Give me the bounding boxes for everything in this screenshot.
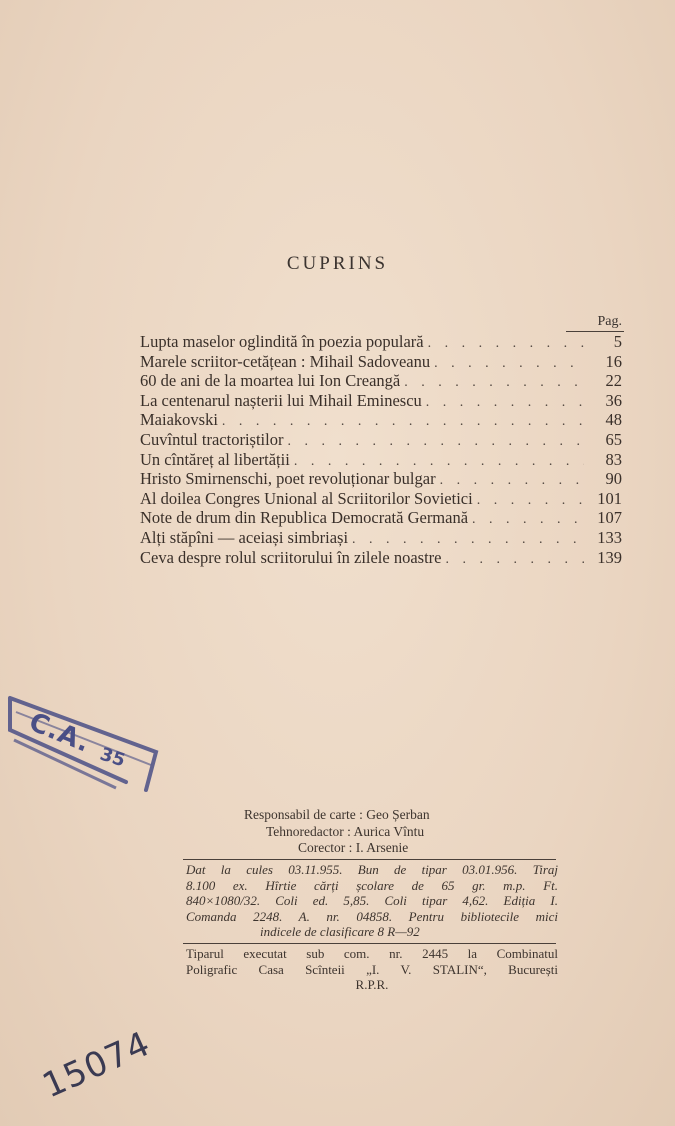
toc-entry xyxy=(140,391,622,411)
toc-leader-dots xyxy=(472,510,584,530)
toc-entry xyxy=(140,371,622,391)
printer-details-line: Tiparul executat sub com. nr. 2445 la Combinatul xyxy=(186,946,558,961)
stamp-number: 35 xyxy=(97,743,128,772)
printer-details xyxy=(186,946,558,993)
printer-details-line: Poligrafic Casa Scînteii „I. V. STALIN“, București xyxy=(186,961,558,977)
toc-entry-title: La centenarul nașterii lui Mihail Eminescu xyxy=(140,390,422,410)
credits-block xyxy=(240,807,510,857)
toc-entry-title: Lupta maselor oglindită în poezia populară xyxy=(140,332,424,351)
toc-entry xyxy=(140,548,622,568)
toc-entry-page: 36 xyxy=(605,390,622,410)
toc-entry-title: Un cîntăreț al libertății xyxy=(140,449,290,469)
toc-entry-title: 60 de ani de la moartea lui Ion Creangă xyxy=(140,371,401,391)
toc-entry-title: Al doilea Congres Unional al Scriitorilor Sovietici xyxy=(140,488,473,508)
toc-leader-dots xyxy=(404,373,584,393)
toc-entry-page: 107 xyxy=(597,508,622,528)
print-details-line: indicele de clasificare 8 R—92 xyxy=(260,924,420,940)
stamp-text: C.A. xyxy=(24,707,95,759)
page-title: CUPRINS xyxy=(286,253,389,274)
toc-entry-page: 16 xyxy=(605,351,622,371)
toc-entry xyxy=(140,352,622,372)
toc-leader-dots xyxy=(434,354,584,374)
toc-entry-title: Cuvîntul tractoriștilor xyxy=(140,429,284,449)
print-details-line: Dat la cules 03.11.955. Bun de tipar 03.01.956. Tiraj xyxy=(186,862,558,877)
toc-entry-page: 48 xyxy=(605,410,622,430)
toc-entry xyxy=(140,450,622,470)
toc-leader-dots xyxy=(477,491,584,511)
print-details-line: 8.100 ex. Hîrtie cărți școlare de 65 gr. m.p. Ft. xyxy=(186,877,558,893)
toc-entry-page: 133 xyxy=(597,527,622,547)
toc-entry-page: 22 xyxy=(605,371,622,391)
toc-entry-page: 65 xyxy=(605,429,622,449)
toc-leader-dots xyxy=(426,393,584,413)
toc-entry-title: Hristo Smirnenschi, poet revoluționar bulgar xyxy=(140,469,436,489)
toc-entry xyxy=(140,489,622,509)
table-of-contents xyxy=(140,332,622,567)
print-details-line: 840×1080/32. Coli ed. 5,85. Coli tipar 4,62. Ediția I. xyxy=(186,893,558,909)
toc-leader-dots xyxy=(446,550,585,570)
toc-entry xyxy=(140,528,622,548)
toc-entry-title: Ceva despre rolul scriitorului în zilele noastre xyxy=(140,547,442,567)
toc-entry-page: 139 xyxy=(597,547,622,567)
printer-details-line: R.P.R. xyxy=(355,977,389,993)
toc-entry xyxy=(140,410,622,430)
divider-bottom xyxy=(183,943,556,944)
credit-responsabil: Responsabil de carte : Geo Șerban xyxy=(244,807,430,822)
toc-entry-page: 5 xyxy=(613,332,622,351)
divider-top xyxy=(183,859,556,860)
toc-entry-title: Alți stăpîni — aceiași simbriași xyxy=(140,527,349,547)
credit-tehnoredactor: Tehnoredactor : Aurica Vîntu xyxy=(266,823,425,839)
print-details-line: Comanda 2248. A. nr. 04858. Pentru bibliotecile mici xyxy=(186,908,558,924)
handwritten-inventory-number: 15074 xyxy=(36,1023,157,1107)
toc-entry-title: Marele scriitor-cetățean : Mihail Sadoveanu xyxy=(140,351,431,371)
toc-leader-dots xyxy=(428,334,584,354)
toc-entry xyxy=(140,469,622,489)
page-column-header: Pag. xyxy=(597,314,622,329)
toc-entry xyxy=(140,430,622,450)
credit-corector: Corector : I. Arsenie xyxy=(298,840,409,855)
toc-entry-page: 83 xyxy=(605,449,622,469)
toc-entry-page: 101 xyxy=(597,488,622,508)
toc-entry-page: 90 xyxy=(605,469,622,489)
toc-entry xyxy=(140,332,622,352)
print-details xyxy=(186,862,558,940)
toc-entry xyxy=(140,508,622,528)
toc-entry-title: Note de drum din Republica Democrată Germană xyxy=(140,508,469,528)
toc-entry-title: Maiakovski xyxy=(140,410,218,430)
toc-leader-dots xyxy=(287,432,584,452)
